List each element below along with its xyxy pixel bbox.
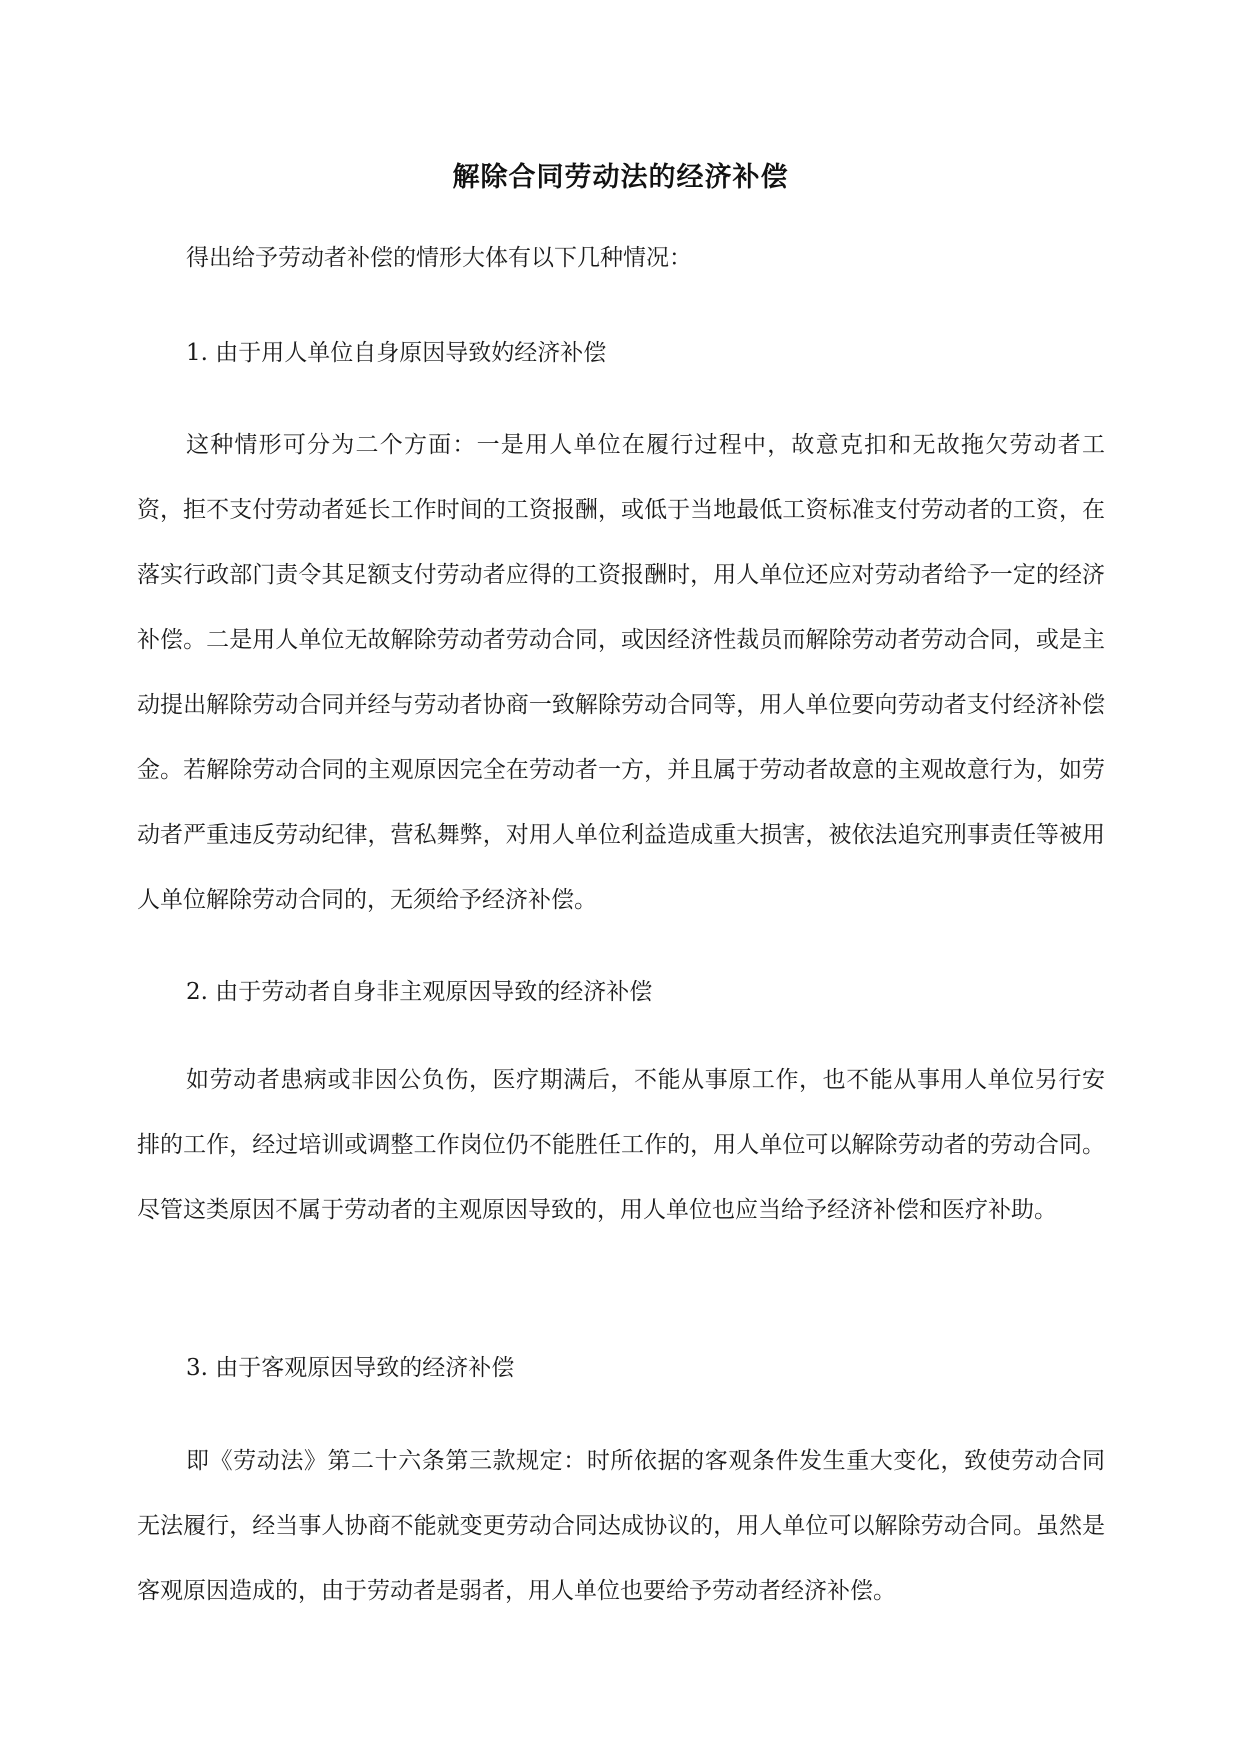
section-1-heading: 1. 由于用人单位自身原因导致妁经济补偿 xyxy=(186,340,607,366)
section-2-body: 如劳动者患病或非因公负伤，医疗期满后，不能从事原工作，也不能从事用人单位另行安排的工作，经过培训或调整工作岗位仍不能胜任工作的，用人单位可以解除劳动者的劳动合同。尽管这类原因不属于劳动者的主观原因导致的，用人单位也应当给予经济补偿和医疗补助。 xyxy=(137,1067,1105,1223)
document-title: 解除合同劳动法的经济补偿 xyxy=(452,162,789,194)
intro-paragraph: 得出给予劳动者补偿的情形大体有以下几种情况： xyxy=(186,245,692,271)
section-3-body: 即《劳动法》第二十六条第三款规定：时所依据的客观条件发生重大变化，致使劳动合同无法履行，经当事人协商不能就变更劳动合同达成协议的，用人单位可以解除劳动合同。虽然是客观原因造成的，由于劳动者是弱者，用人单位也要给予劳动者经济补偿。 xyxy=(137,1448,1105,1604)
section-3-heading: 3. 由于客观原因导致的经济补偿 xyxy=(186,1355,515,1381)
section-2-heading: 2. 由于劳动者自身非主观原因导致的经济补偿 xyxy=(186,979,653,1005)
section-1-body: 这种情形可分为二个方面：一是用人单位在履行过程中，故意克扣和无故拖欠劳动者工资，拒不支付劳动者延长工作时间的工资报酬，或低于当地最低工资标准支付劳动者的工资，在落实行政部门责令其足额支付劳动者应得的工资报酬时，用人单位还应对劳动者给予一定的经济补偿。二是用人单位无故解除劳动者劳动合同，或因经济性裁员而解除劳动者劳动合同，或是主动提出解除劳动合同并经与劳动者协商一致解除劳动合同等，用人单位要向劳动者支付经济补偿金。若解除劳动合同的主观原因完全在劳动者一方，并且属于劳动者故意的主观故意行为，如劳动者严重违反劳动纪律，营私舞弊，对用人单位利益造成重大损害，被依法追究刑事责任等被用人单位解除劳动合同的，无须给予经济补偿。 xyxy=(137,432,1105,913)
